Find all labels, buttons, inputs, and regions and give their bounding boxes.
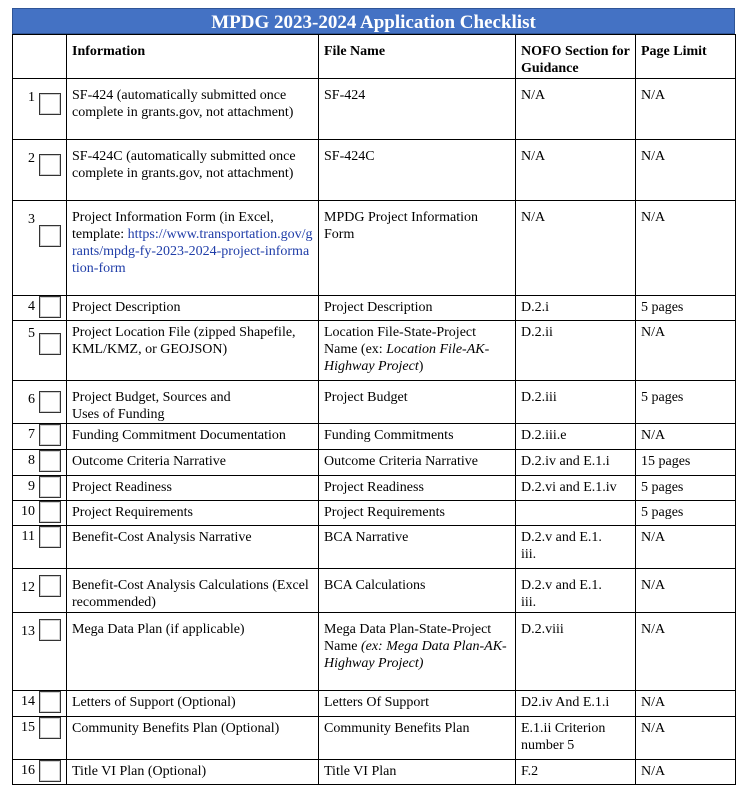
row-nofo: D.2.vi and E.1.iv [516, 476, 636, 501]
checkbox[interactable] [39, 526, 61, 548]
row-number: 4 [28, 299, 35, 314]
row-file-name: BCA Calculations [319, 569, 516, 613]
row-file-name: Community Benefits Plan [319, 717, 516, 760]
row-nofo: D.2.iii.e [516, 424, 636, 450]
row-page-limit: N/A [636, 613, 736, 691]
table-row [13, 450, 736, 476]
checkbox[interactable] [39, 619, 61, 641]
row-information: Mega Data Plan (if applicable) [67, 613, 319, 691]
row-page-limit: N/A [636, 201, 736, 296]
row-page-limit: 5 pages [636, 476, 736, 501]
checklist-table [12, 34, 736, 785]
row-information: SF-424 (automatically submitted once complete in grants.gov, not attachment) [67, 79, 319, 140]
row-file-name: Letters Of Support [319, 691, 516, 717]
checkbox[interactable] [39, 575, 61, 597]
row-information: Project Information Form (in Excel, template: [72, 210, 274, 242]
row-nofo: F.2 [516, 760, 636, 785]
checkbox[interactable] [39, 296, 61, 318]
checkbox[interactable] [39, 391, 61, 413]
row-number: 11 [21, 529, 35, 544]
row-information: Title VI Plan (Optional) [67, 760, 319, 785]
row-file-example: Location File-AK-Highway Project [324, 342, 490, 374]
checkbox[interactable] [39, 93, 61, 115]
row-file-name: Title VI Plan [319, 760, 516, 785]
header-row [13, 35, 736, 79]
row-page-limit: 5 pages [636, 501, 736, 526]
row-number: 12 [21, 580, 35, 595]
table-row [13, 140, 736, 201]
table-row [13, 201, 736, 296]
row-page-limit: N/A [636, 760, 736, 785]
row-number: 1 [28, 90, 35, 105]
row-page-limit: N/A [636, 321, 736, 381]
row-nofo: D.2.v and E.1. iii. [516, 569, 636, 613]
row-number: 14 [21, 694, 35, 709]
table-row [13, 476, 736, 501]
row-page-limit: 15 pages [636, 450, 736, 476]
row-file-name: Project Budget [319, 381, 516, 424]
row-file-example: (ex: Mega Data Plan-AK-Highway Project) [324, 639, 507, 671]
row-nofo: D.2.viii [516, 613, 636, 691]
row-number: 16 [21, 763, 35, 778]
row-page-limit: N/A [636, 424, 736, 450]
checkbox[interactable] [39, 760, 61, 782]
row-number: 8 [28, 453, 35, 468]
table-row [13, 717, 736, 760]
row-number: 10 [21, 504, 35, 519]
row-file-name: Project Requirements [319, 501, 516, 526]
row-file-name: Funding Commitments [319, 424, 516, 450]
checkbox[interactable] [39, 691, 61, 713]
checkbox[interactable] [39, 333, 61, 355]
row-file-name: SF-424 [319, 79, 516, 140]
row-information: Project Requirements [67, 501, 319, 526]
table-row [13, 526, 736, 569]
row-number: 5 [28, 326, 35, 341]
row-page-limit: N/A [636, 569, 736, 613]
row-information: Project Budget, Sources and Uses of Funding [67, 381, 319, 424]
row-nofo: D.2.ii [516, 321, 636, 381]
checkbox[interactable] [39, 450, 61, 472]
row-number: 6 [28, 392, 35, 407]
header-nofo: NOFO Section for Guidance [516, 35, 636, 79]
row-page-limit: N/A [636, 526, 736, 569]
header-num [13, 35, 67, 79]
row-nofo: D.2.iv and E.1.i [516, 450, 636, 476]
table-row [13, 501, 736, 526]
checkbox[interactable] [39, 476, 61, 498]
row-file-name: MPDG Project Information Form [319, 201, 516, 296]
checklist [12, 8, 735, 785]
row-page-limit: N/A [636, 79, 736, 140]
row-nofo: D.2.iii [516, 381, 636, 424]
row-information: SF-424C (automatically submitted once complete in grants.gov, not attachment) [67, 140, 319, 201]
row-information: Project Readiness [67, 476, 319, 501]
row-nofo: E.1.ii Criterion number 5 [516, 717, 636, 760]
row-number: 2 [28, 151, 35, 166]
checkbox[interactable] [39, 225, 61, 247]
row-information: Project Location File (zipped Shapefile, KML/KMZ, or GEOJSON) [67, 321, 319, 381]
table-row [13, 321, 736, 381]
row-nofo: D.2.i [516, 296, 636, 321]
row-information: Funding Commitment Documentation [67, 424, 319, 450]
row-page-limit: N/A [636, 717, 736, 760]
row-number: 15 [21, 720, 35, 735]
row-file-name: SF-424C [319, 140, 516, 201]
row-nofo: N/A [516, 79, 636, 140]
checkbox[interactable] [39, 501, 61, 523]
header-page-limit: Page Limit [636, 35, 736, 79]
checkbox[interactable] [39, 717, 61, 739]
row-file-name: Project Readiness [319, 476, 516, 501]
checklist-title: MPDG 2023-2024 Application Checklist [12, 8, 735, 34]
header-file-name: File Name [319, 35, 516, 79]
table-row [13, 296, 736, 321]
row-page-limit: N/A [636, 140, 736, 201]
row-information: Letters of Support (Optional) [67, 691, 319, 717]
table-row [13, 79, 736, 140]
table-row [13, 613, 736, 691]
row-page-limit: 5 pages [636, 296, 736, 321]
row-file-name: Outcome Criteria Narrative [319, 450, 516, 476]
row-nofo [516, 501, 636, 526]
table-row [13, 691, 736, 717]
row-file-name: Mega Data Plan-State-Project Name [324, 622, 492, 654]
table-row [13, 381, 736, 424]
table-row [13, 569, 736, 613]
row-number: 9 [28, 479, 35, 494]
row-file-name: BCA Narrative [319, 526, 516, 569]
row-nofo: D2.iv And E.1.i [516, 691, 636, 717]
project-information-form-link[interactable]: https://www.transportation.gov/grants/mpdg-fy-2023-2024-project-information-form [72, 227, 313, 276]
row-number: 3 [28, 212, 35, 227]
table-row [13, 760, 736, 785]
row-nofo: N/A [516, 140, 636, 201]
checkbox[interactable] [39, 154, 61, 176]
row-page-limit: 5 pages [636, 381, 736, 424]
table-row [13, 424, 736, 450]
row-file-name: Project Description [319, 296, 516, 321]
row-information: Outcome Criteria Narrative [67, 450, 319, 476]
row-information: Community Benefits Plan (Optional) [67, 717, 319, 760]
checkbox[interactable] [39, 424, 61, 446]
row-number: 7 [28, 427, 35, 442]
header-information: Information [67, 35, 319, 79]
row-information: Benefit-Cost Analysis Narrative [67, 526, 319, 569]
row-information: Benefit-Cost Analysis Calculations (Excel recommended) [67, 569, 319, 613]
row-file-name: Location File-State-Project Name (ex: [324, 325, 477, 357]
row-nofo: N/A [516, 201, 636, 296]
row-file-suffix: ) [418, 359, 424, 374]
row-number: 13 [21, 624, 35, 639]
row-information: Project Description [67, 296, 319, 321]
row-page-limit: N/A [636, 691, 736, 717]
row-nofo: D.2.v and E.1. iii. [516, 526, 636, 569]
